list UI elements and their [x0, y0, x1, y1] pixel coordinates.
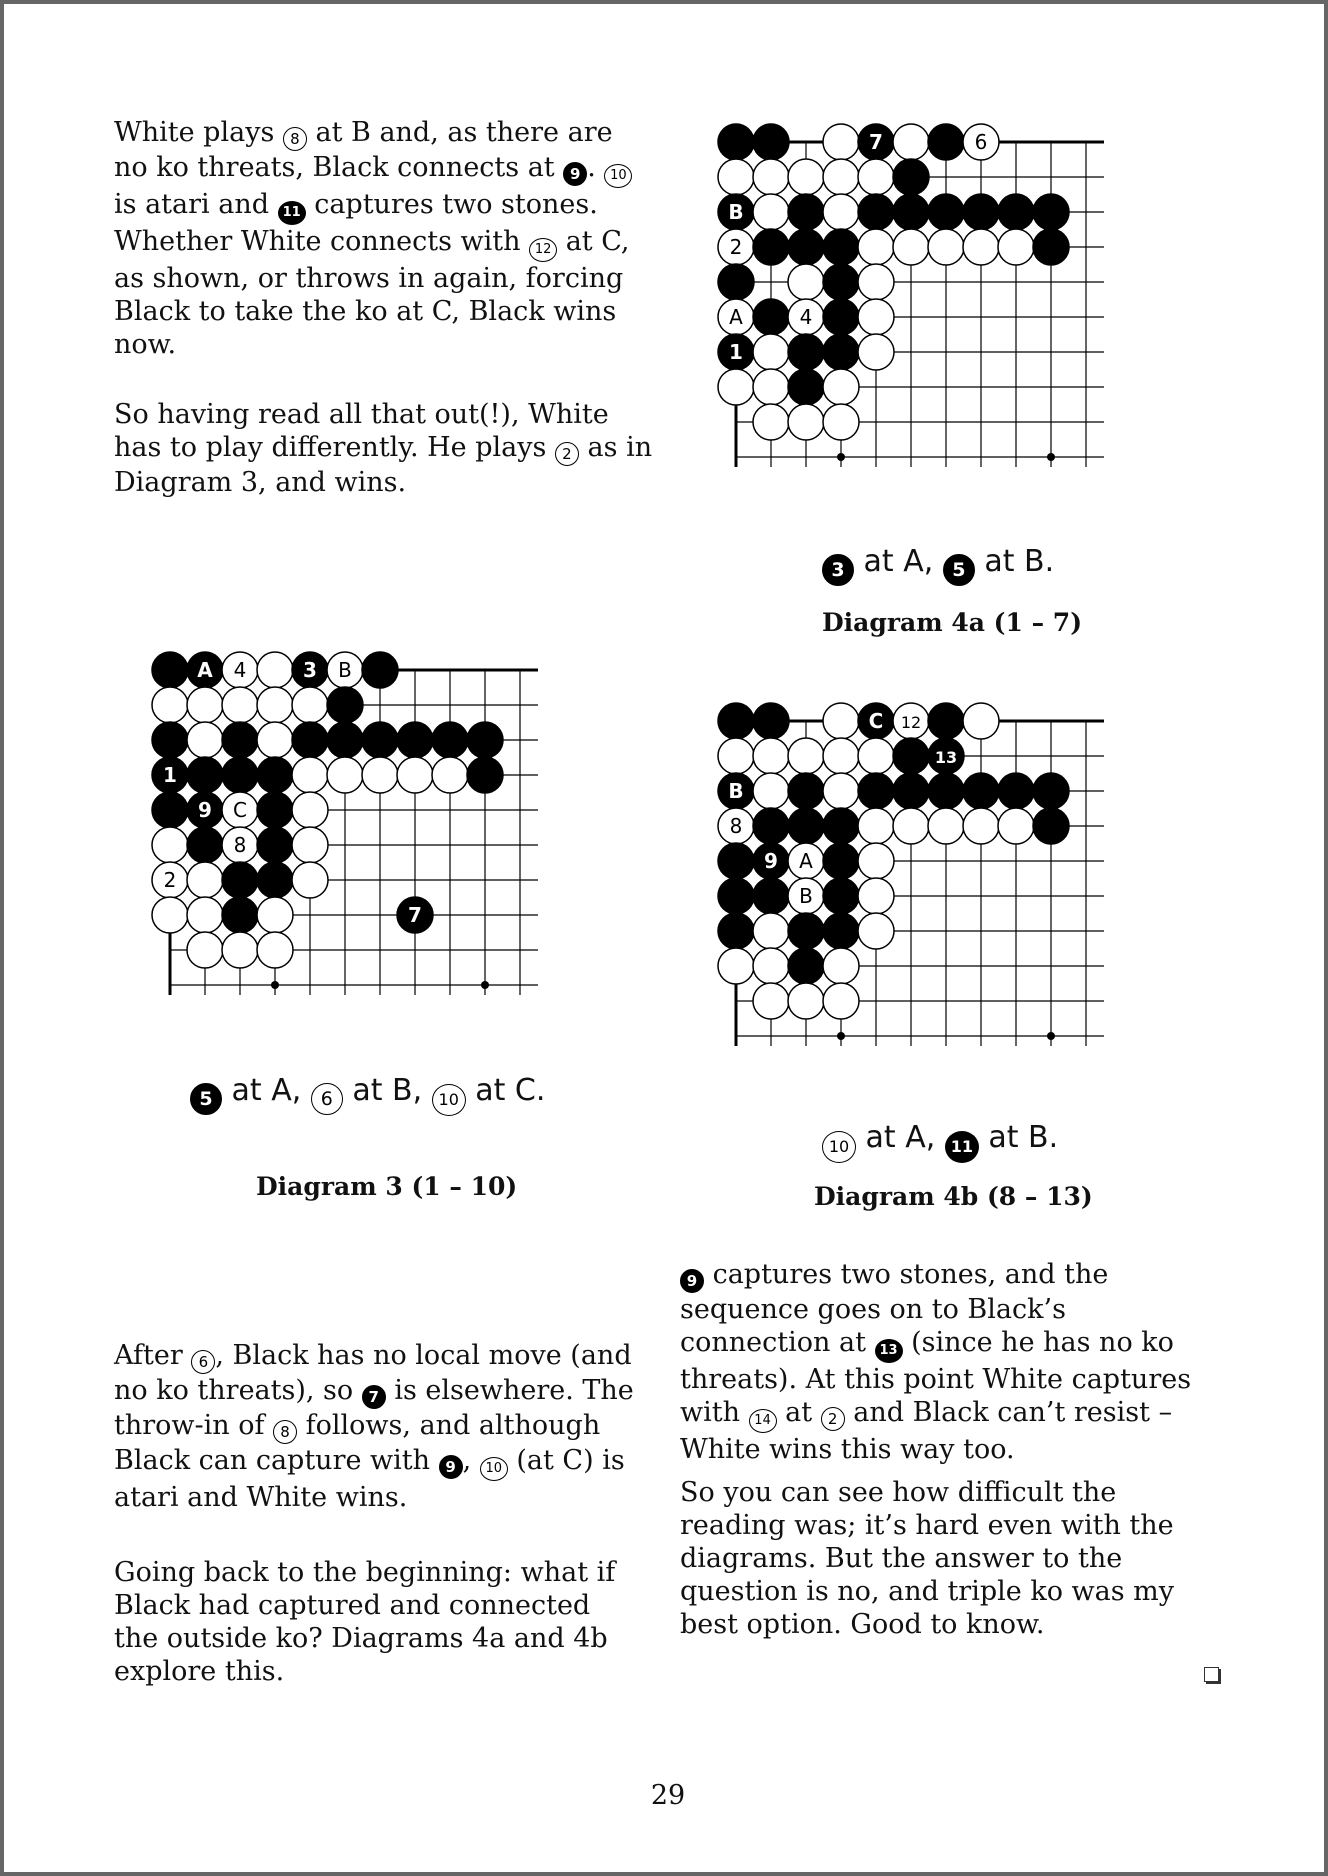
white-stone-marker-icon: 14: [749, 1409, 777, 1433]
black-stone: [928, 703, 964, 739]
black-stone: [823, 913, 859, 949]
white-stone: [858, 913, 894, 949]
black-stone: [823, 878, 859, 914]
black-stone-marker-icon: 3: [822, 554, 854, 586]
star-point: [271, 981, 279, 989]
text-run: and Black can’t resist – White wins this way too.: [680, 1397, 1173, 1465]
white-stone: [823, 369, 859, 405]
black-stone: [362, 722, 398, 758]
text-run: .: [587, 152, 605, 183]
white-stone-marker-icon: 8: [283, 127, 307, 151]
black-stone: [753, 703, 789, 739]
white-stone: [292, 792, 328, 828]
black-stone: [397, 722, 433, 758]
text-run: at B.: [978, 1120, 1059, 1155]
white-stone: [893, 808, 929, 844]
black-stone: [893, 773, 929, 809]
stone-label: 8: [233, 833, 247, 857]
white-stone: [858, 159, 894, 195]
white-stone: [187, 932, 223, 968]
white-stone: [928, 808, 964, 844]
white-stone: [858, 738, 894, 774]
black-stone: [187, 827, 223, 863]
white-stone: [362, 757, 398, 793]
black-stone-marker-icon: 11: [278, 201, 306, 225]
black-stone-marker-icon: 5: [190, 1083, 222, 1115]
black-stone: [788, 334, 824, 370]
black-stone: [928, 194, 964, 230]
black-stone: [718, 264, 754, 300]
black-stone: [928, 124, 964, 160]
text-run: captures two stones. Whether White connects with: [114, 189, 598, 257]
text-run: White plays: [114, 117, 283, 148]
black-stone: [753, 878, 789, 914]
black-stone-marker-icon: 9: [563, 162, 587, 186]
black-stone: [257, 827, 293, 863]
stone-label: 8: [729, 814, 743, 838]
stone-label: 9: [764, 849, 778, 873]
black-stone: [893, 738, 929, 774]
white-stone: [823, 983, 859, 1019]
diagram-3-title: Diagram 3 (1 – 10): [256, 1172, 518, 1201]
text-run: Going back to the beginning: what if Black had captured and connected the outside ko? Diagrams 4a and 4b explore this.: [114, 1557, 616, 1687]
paragraph-2: [114, 398, 654, 499]
white-stone: [718, 159, 754, 195]
text-run: at B.: [974, 544, 1055, 579]
black-stone: [788, 773, 824, 809]
text-run: After: [114, 1340, 192, 1371]
page-number: 29: [650, 1780, 686, 1811]
black-stone: [788, 194, 824, 230]
stone-label: 6: [974, 130, 988, 154]
stone-label: C: [868, 709, 884, 733]
text-run: So you can see how difficult the reading was; it’s hard even with the diagrams. But the answer to the question is no, and triple ko was my best option. Good to know.: [680, 1477, 1175, 1640]
black-stone: [1033, 773, 1069, 809]
white-stone: [753, 369, 789, 405]
black-stone: [753, 229, 789, 265]
black-stone: [152, 792, 188, 828]
text-run: So having read all that out(!), White has to play differently. He plays: [114, 399, 609, 463]
black-stone: [928, 773, 964, 809]
stone-label: A: [729, 305, 743, 329]
black-stone: [858, 773, 894, 809]
white-stone: [257, 932, 293, 968]
stone-label: B: [338, 658, 352, 682]
black-stone: [788, 369, 824, 405]
white-stone: [823, 738, 859, 774]
white-stone: [753, 983, 789, 1019]
white-stone: [788, 738, 824, 774]
stone-label: C: [233, 798, 247, 822]
stone-label: B: [799, 884, 813, 908]
black-stone: [222, 897, 258, 933]
black-stone: [963, 773, 999, 809]
black-stone: [858, 194, 894, 230]
white-stone: [292, 827, 328, 863]
stone-label: A: [799, 849, 813, 873]
black-stone: [467, 757, 503, 793]
white-stone: [152, 897, 188, 933]
white-stone: [963, 703, 999, 739]
white-stone: [823, 404, 859, 440]
white-stone: [858, 878, 894, 914]
white-stone: [152, 687, 188, 723]
stone-label: 12: [900, 713, 922, 732]
black-stone: [222, 722, 258, 758]
end-of-article-box-icon: [1204, 1667, 1219, 1682]
black-stone: [152, 652, 188, 688]
paragraph-4: [114, 1556, 634, 1688]
stone-label: 3: [303, 658, 317, 682]
go-diagram-4b: [716, 701, 1106, 1050]
white-stone: [788, 159, 824, 195]
white-stone: [998, 808, 1034, 844]
stone-label: 7: [869, 130, 883, 154]
text-run: at A,: [856, 1120, 945, 1155]
black-stone: [998, 773, 1034, 809]
white-stone: [858, 334, 894, 370]
white-stone: [327, 757, 363, 793]
white-stone: [432, 757, 468, 793]
white-stone: [788, 404, 824, 440]
black-stone-marker-icon: 9: [439, 1455, 463, 1479]
black-stone: [893, 159, 929, 195]
text-run: captures two stones, and the sequence goes on to Black’s connection at: [680, 1259, 1109, 1358]
black-stone: [152, 722, 188, 758]
text-run: at C, as shown, or throws in again, forcing Black to take the ko at C, Black wins now.: [114, 226, 630, 360]
white-stone: [257, 652, 293, 688]
text-run: at C.: [465, 1073, 546, 1108]
stone-label: 4: [233, 658, 247, 682]
white-stone: [753, 738, 789, 774]
white-stone: [858, 808, 894, 844]
text-run: at B,: [342, 1073, 432, 1108]
black-stone-marker-icon: 11: [945, 1131, 979, 1163]
black-stone: [963, 194, 999, 230]
black-stone: [788, 808, 824, 844]
stone-label: 4: [799, 305, 813, 329]
black-stone: [718, 124, 754, 160]
white-stone: [187, 722, 223, 758]
white-stone: [858, 229, 894, 265]
white-stone: [718, 738, 754, 774]
black-stone-marker-icon: 7: [362, 1385, 386, 1409]
white-stone: [858, 843, 894, 879]
white-stone: [397, 757, 433, 793]
white-stone: [753, 334, 789, 370]
white-stone-marker-icon: 6: [191, 1350, 215, 1374]
stone-label: 2: [729, 235, 743, 259]
black-stone: [823, 334, 859, 370]
white-stone-marker-icon: 12: [529, 238, 557, 262]
white-stone-marker-icon: 10: [432, 1084, 466, 1116]
white-stone: [753, 404, 789, 440]
black-stone: [467, 722, 503, 758]
white-stone: [292, 757, 328, 793]
black-stone: [823, 264, 859, 300]
star-point: [481, 981, 489, 989]
black-stone: [1033, 229, 1069, 265]
black-stone: [257, 757, 293, 793]
diagram-3-caption: [190, 1073, 545, 1116]
black-stone: [788, 913, 824, 949]
diagram-4b-caption: [822, 1120, 1058, 1163]
text-run: at B and, as there are no ko threats, Black connects at: [114, 117, 613, 183]
white-stone-marker-icon: 2: [821, 1407, 845, 1431]
white-stone: [292, 862, 328, 898]
white-stone-marker-icon: 8: [273, 1420, 297, 1444]
black-stone-marker-icon: 5: [943, 554, 975, 586]
white-stone: [292, 687, 328, 723]
black-stone: [788, 948, 824, 984]
white-stone: [187, 687, 223, 723]
text-run: at A,: [222, 1073, 311, 1108]
black-stone: [998, 194, 1034, 230]
black-stone: [257, 862, 293, 898]
stone-label: A: [197, 658, 213, 682]
black-stone: [718, 843, 754, 879]
black-stone: [222, 862, 258, 898]
white-stone: [187, 897, 223, 933]
white-stone: [823, 124, 859, 160]
white-stone: [858, 299, 894, 335]
white-stone: [152, 827, 188, 863]
white-stone: [893, 229, 929, 265]
stone-label: 7: [408, 903, 422, 927]
white-stone: [963, 229, 999, 265]
white-stone: [718, 948, 754, 984]
white-stone: [753, 913, 789, 949]
white-stone: [753, 773, 789, 809]
white-stone: [823, 703, 859, 739]
text-run: at: [776, 1397, 821, 1428]
white-stone: [257, 897, 293, 933]
white-stone: [187, 862, 223, 898]
black-stone-marker-icon: 13: [875, 1339, 903, 1363]
black-stone: [327, 722, 363, 758]
go-diagram-4a: [716, 122, 1106, 471]
text-run: ,: [462, 1445, 480, 1476]
black-stone: [753, 808, 789, 844]
black-stone: [823, 843, 859, 879]
black-stone: [222, 757, 258, 793]
go-board: [150, 650, 540, 999]
black-stone: [788, 229, 824, 265]
white-stone-marker-icon: 6: [311, 1083, 343, 1115]
white-stone-marker-icon: 2: [555, 442, 579, 466]
black-stone: [823, 808, 859, 844]
black-stone: [1033, 808, 1069, 844]
black-stone: [823, 229, 859, 265]
black-stone-marker-icon: 9: [680, 1269, 704, 1293]
text-run: is elsewhere. The throw-in of: [114, 1375, 634, 1441]
stone-label: 2: [163, 868, 177, 892]
go-board: [716, 701, 1106, 1050]
go-diagram-3: [150, 650, 540, 999]
black-stone: [718, 878, 754, 914]
stone-label: 1: [729, 340, 743, 364]
text-run: at A,: [854, 544, 943, 579]
go-board: [716, 122, 1106, 471]
white-stone: [823, 773, 859, 809]
black-stone: [718, 913, 754, 949]
text-run: (at C) is atari and White wins.: [114, 1445, 625, 1513]
star-point: [837, 453, 845, 461]
diagram-4a-title: Diagram 4a (1 – 7): [822, 608, 1083, 637]
stone-label: 13: [934, 748, 958, 767]
white-stone: [788, 264, 824, 300]
black-stone: [187, 757, 223, 793]
white-stone-marker-icon: 10: [822, 1131, 856, 1163]
white-stone: [893, 124, 929, 160]
black-stone: [1033, 194, 1069, 230]
black-stone: [753, 299, 789, 335]
white-stone: [753, 948, 789, 984]
black-stone: [362, 652, 398, 688]
black-stone: [718, 703, 754, 739]
star-point: [1047, 1032, 1055, 1040]
diagram-4b-title: Diagram 4b (8 – 13): [814, 1182, 1093, 1211]
white-stone: [823, 159, 859, 195]
white-stone: [718, 369, 754, 405]
white-stone: [753, 159, 789, 195]
black-stone: [893, 194, 929, 230]
white-stone: [257, 687, 293, 723]
white-stone: [222, 687, 258, 723]
black-stone: [327, 687, 363, 723]
white-stone: [753, 194, 789, 230]
white-stone: [222, 932, 258, 968]
black-stone: [257, 792, 293, 828]
star-point: [1047, 453, 1055, 461]
white-stone: [788, 983, 824, 1019]
stone-label: 1: [163, 763, 177, 787]
text-run: , Black has no local move (and no ko threats), so: [114, 1340, 632, 1406]
black-stone: [823, 299, 859, 335]
paragraph-6: [680, 1476, 1200, 1641]
white-stone: [858, 264, 894, 300]
text-run: as in Diagram 3, and wins.: [114, 432, 653, 498]
paragraph-5: [680, 1258, 1220, 1466]
diagram-4a-caption: [822, 544, 1054, 586]
white-stone: [998, 229, 1034, 265]
black-stone: [432, 722, 468, 758]
black-stone: [292, 722, 328, 758]
text-run: is atari and: [114, 189, 278, 220]
stone-label: 9: [198, 798, 212, 822]
black-stone: [753, 124, 789, 160]
white-stone: [257, 722, 293, 758]
stone-label: B: [728, 200, 744, 224]
white-stone: [963, 808, 999, 844]
star-point: [837, 1032, 845, 1040]
text-run: follows, and although Black can capture with: [114, 1410, 601, 1476]
white-stone-marker-icon: 10: [604, 164, 632, 188]
text-run: (since he has no ko threats). At this point White captures with: [680, 1327, 1192, 1428]
stone-label: B: [728, 779, 744, 803]
white-stone-marker-icon: 10: [480, 1457, 508, 1481]
paragraph-1: [114, 116, 654, 361]
white-stone: [823, 948, 859, 984]
white-stone: [823, 194, 859, 230]
white-stone: [928, 229, 964, 265]
paragraph-3: [114, 1339, 654, 1514]
